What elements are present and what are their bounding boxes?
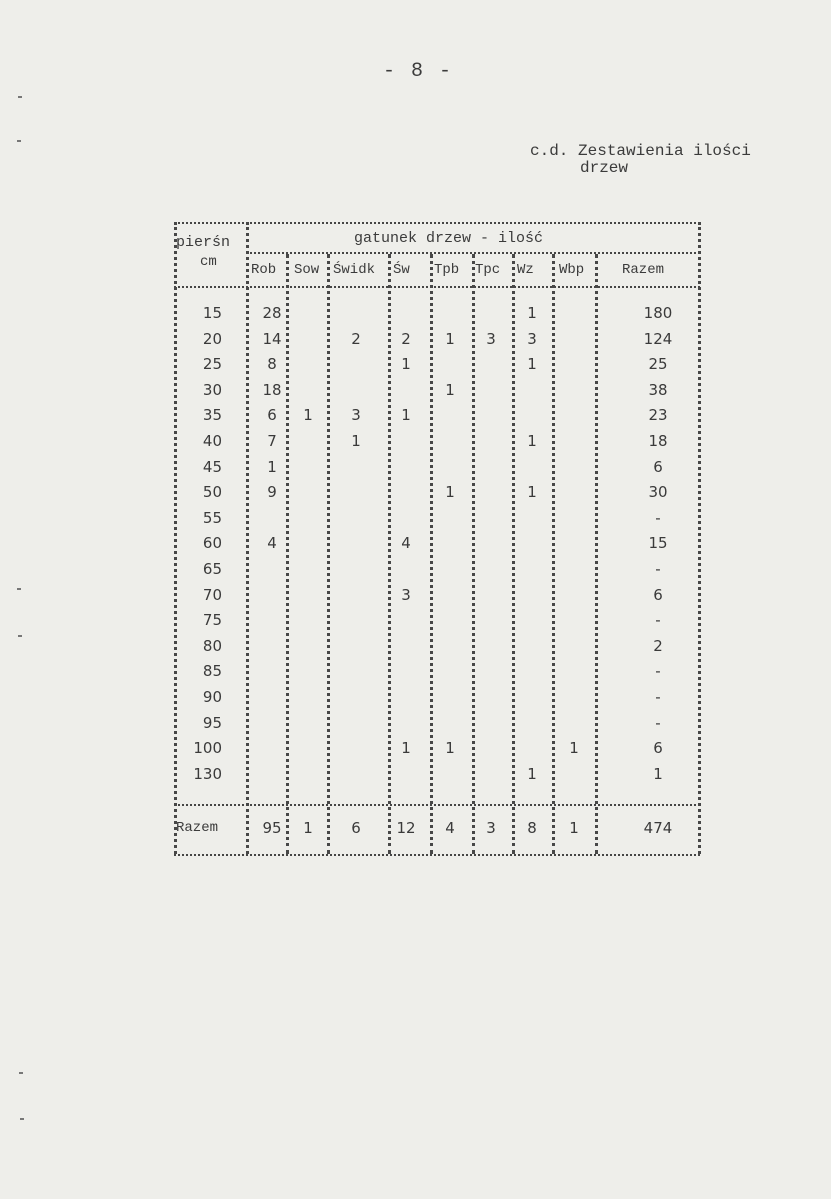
table-cell: 14 [262,329,282,348]
total-cell: 1 [303,819,313,837]
column-divider [552,254,555,854]
table-cell: 6 [653,585,663,604]
table-cell: 3 [486,329,496,348]
table-cell: 38 [648,380,668,399]
margin-mark-3 [17,588,21,590]
table-cell: 1 [527,355,537,374]
table-cell: 1 [303,406,313,425]
table-cell: 1 [445,739,455,758]
column-header: Tpb [434,262,460,278]
row-diameter: 95 [202,713,222,732]
column-divider [327,254,330,854]
table-cell: - [655,560,661,578]
table-cell: 1 [401,355,411,374]
table-cell: 18 [262,380,282,399]
table-cell: 1 [653,764,663,783]
row-diameter: 100 [193,739,222,758]
page-number: - 8 - [383,60,454,83]
column-header: Tpc [475,262,501,278]
table-cell: 3 [351,406,361,425]
column-header: Sow [294,262,320,278]
table-cell: - [655,688,661,706]
column-header: Razem [622,262,665,278]
table-cell: 28 [262,304,282,322]
column-header: Świdk [333,262,376,278]
table-cell: 1 [527,432,537,450]
row-diameter: 70 [202,585,222,604]
first-col-header: pierśn [176,234,231,251]
table-cell: 1 [445,329,455,348]
row-diameter: 75 [202,611,222,630]
table-cell: 7 [267,432,277,450]
first-col-unit: cm [200,254,217,270]
table-cell: - [655,662,661,681]
table-cell: 2 [653,636,663,655]
total-cell: 95 [262,819,282,837]
row-diameter: 15 [202,304,222,322]
heading-line-1: c.d. Zestawienia ilości [530,142,751,160]
table-cell: 180 [643,304,673,322]
row-diameter: 55 [202,508,222,527]
column-header: Św [393,262,410,278]
total-label: Razem [176,820,219,836]
table-cell: 6 [653,739,663,758]
table-cell: 1 [527,483,537,502]
table-cell: - [655,611,661,630]
total-cell: 12 [396,819,416,837]
table-cell: 1 [445,483,455,502]
table-cell: 23 [648,406,668,425]
table-cell: 1 [527,764,537,783]
table-cell: 9 [267,483,277,502]
total-cell: 1 [569,819,579,837]
margin-mark-4 [18,635,22,637]
column-divider [595,254,598,854]
table-cell: 1 [445,380,455,399]
table-bottom-rule [174,854,700,856]
total-cell: 474 [643,819,673,837]
table-cell: - [655,713,661,732]
table-top-rule [174,222,700,224]
table-cell: 6 [653,457,663,476]
margin-mark-6 [20,1118,24,1120]
table-cell: 6 [267,406,277,425]
row-diameter: 30 [202,380,222,399]
header-bottom-rule [174,286,700,288]
heading [530,143,790,177]
table-cell: 25 [648,355,668,374]
table-cell: 4 [267,534,277,553]
total-cell: 4 [445,819,455,837]
row-diameter: 45 [202,457,222,476]
row-diameter: 130 [193,764,222,783]
table-cell: 1 [401,739,411,758]
row-diameter: 80 [202,636,222,655]
row-diameter: 90 [202,688,222,706]
table-cell: 1 [569,739,579,758]
column-header: Wbp [559,262,585,278]
total-top-rule [174,804,700,806]
heading-line-2: drzew [580,159,629,177]
margin-mark-5 [19,1072,23,1074]
row-diameter: 65 [202,560,222,578]
row-diameter: 25 [202,355,222,374]
table-cell: 8 [267,355,277,374]
table-cell: 1 [267,457,277,476]
row-diameter: 40 [202,432,222,450]
column-header: Rob [251,262,277,278]
total-cell: 8 [527,819,537,837]
total-cell: 3 [486,819,496,837]
table-cell: - [655,508,661,527]
table-cell: 3 [527,329,537,348]
row-diameter: 35 [202,406,222,425]
table-cell: 3 [401,585,411,604]
table-cell: 15 [648,534,668,553]
table-cell: 1 [401,406,411,425]
table-cell: 124 [643,329,673,348]
table-cell: 18 [648,432,668,450]
row-diameter: 20 [202,329,222,348]
row-diameter: 50 [202,483,222,502]
row-diameter: 60 [202,534,222,553]
table-cell: 1 [527,304,537,322]
table-cell: 4 [401,534,411,553]
species-group-header: gatunek drzew - ilość [354,230,544,247]
column-divider [246,222,249,854]
total-cell: 6 [351,819,361,837]
column-divider [698,222,701,854]
table-cell: 1 [351,432,361,450]
column-header: Wz [517,262,534,278]
table-cell: 30 [648,483,668,502]
margin-mark-2 [17,140,21,142]
row-diameter: 85 [202,662,222,681]
table-cell: 2 [401,329,411,348]
margin-mark-1 [18,96,22,98]
table-cell: 2 [351,329,361,348]
